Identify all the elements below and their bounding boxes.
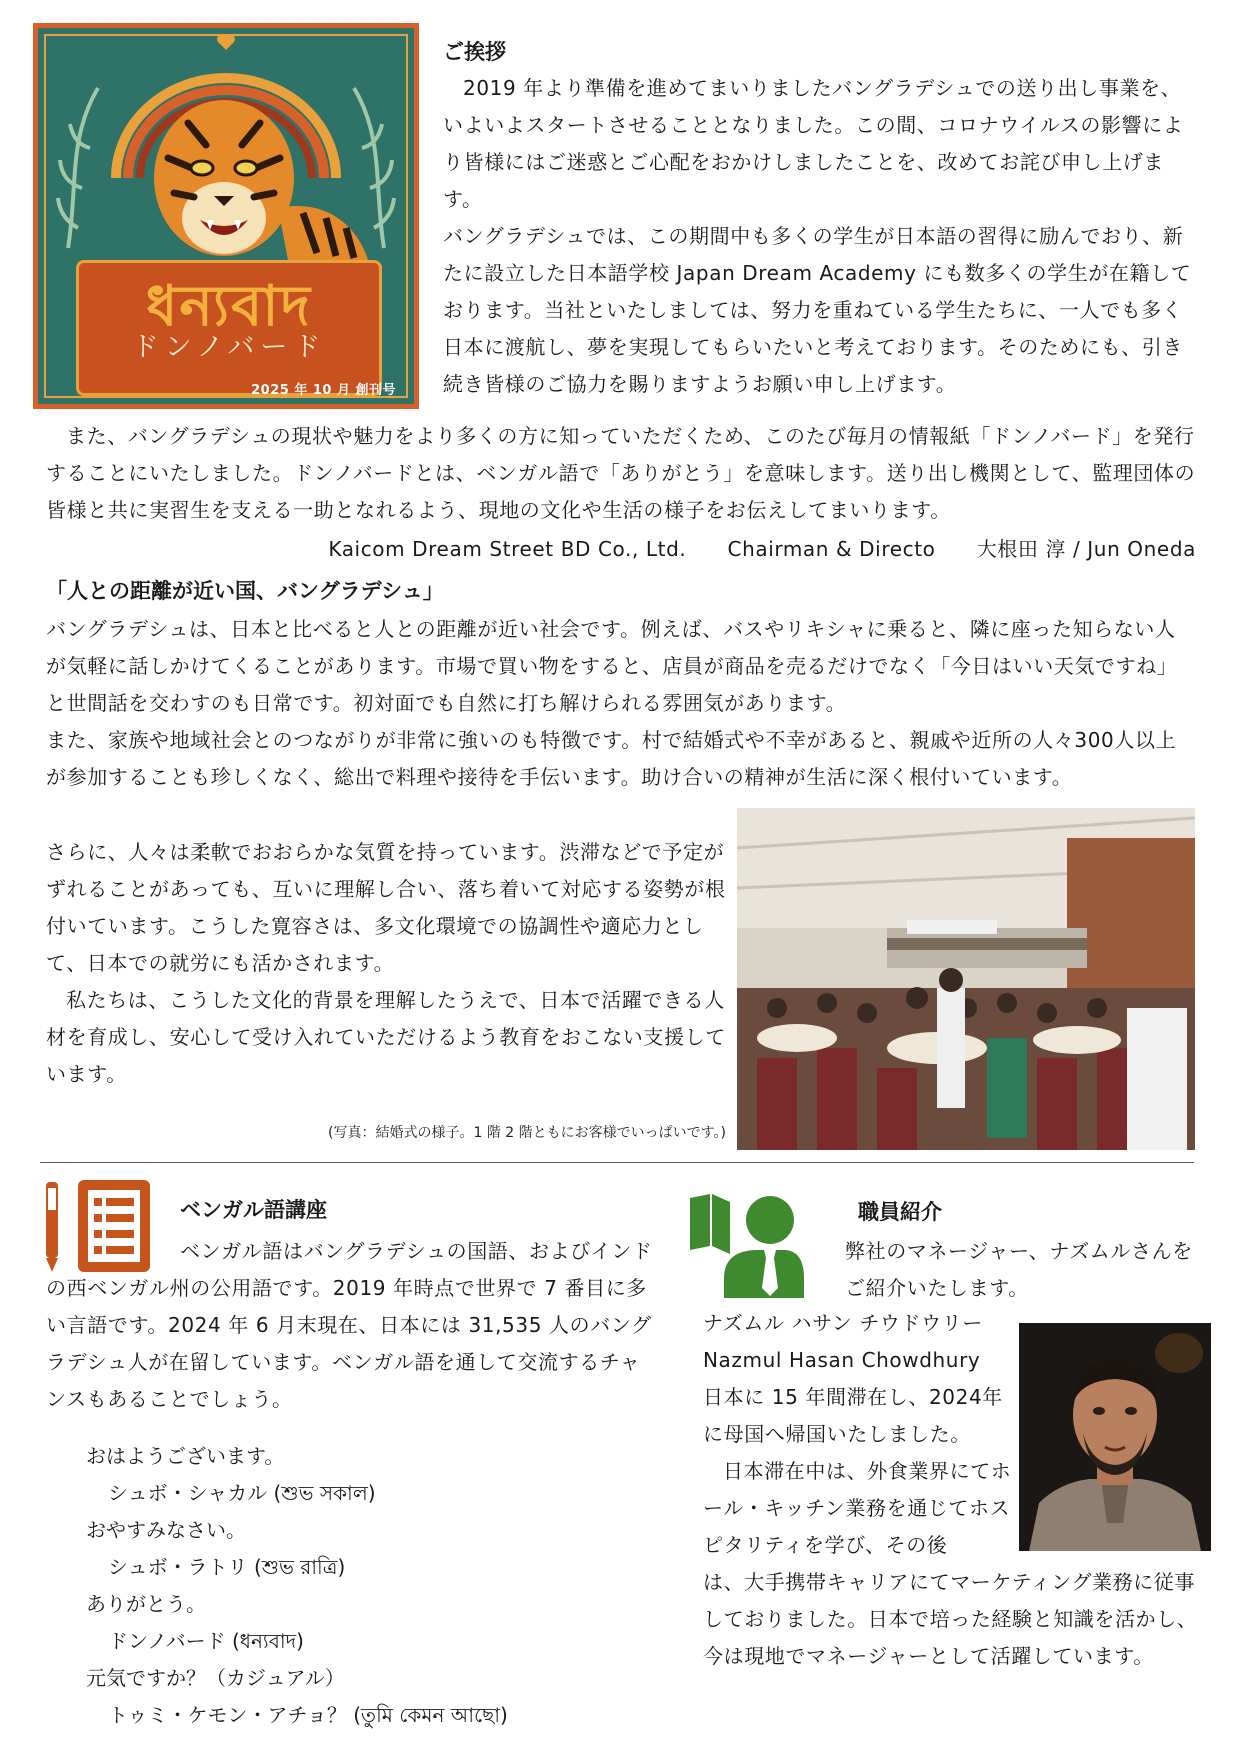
phrase-list <box>86 1438 656 1734</box>
bengali-course-intro: ベンガル語はバングラデシュの国語、およびインドの西ベンガル州の公用語です。2019 年時点で世界で 7 番目に多い言語です。2024 年 6 月末現在、日本には 31,535 人のバングラデシュ人が在留しています。ベンガル語を通して交流するチャンスもあることでしょう。 <box>46 1239 653 1411</box>
feature-paragraph-1: バングラデシュは、日本と比べると人との距離が近い社会です。例えば、バスやリキシャに乗ると、隣に座った知らない人が気軽に話しかけてくることがあります。市場で買い物をすると、店員が商品を売るだけでなく「今日はいい天気ですね」と世間話を交わすのも日常です。初対面でも自然に打ち解けられる雰囲気があります。 <box>46 617 1178 715</box>
greeting-paragraph-3: また、バングラデシュの現状や魅力をより多くの方に知っていただくため、このたび毎月の情報紙「ドンノバード」を発行することにいたしました。ドンノバードとは、ベンガル語で「ありがとう」を意味します。送り出し機関として、監理団体の皆様と共に実習生を支える一助となれるよう、現地の文化や生活の様子をお伝えしてまいります。 <box>46 424 1196 522</box>
bengali-course-heading: ベンガル語講座 <box>180 1198 327 1222</box>
masthead-logo <box>33 23 419 409</box>
issue-label: 2025 年 10 月 創刊号 <box>251 383 396 398</box>
section-divider <box>40 1162 1194 1163</box>
staff-icon <box>688 1192 804 1300</box>
staff-top <box>858 1196 1198 1226</box>
title-plate <box>76 260 382 396</box>
photo-caption: (写真：結婚式の様子。1 階 2 階ともにお客様でいっぱいです。) <box>328 1125 726 1141</box>
staff-paragraph-3: は、大手携帯キャリアにてマーケティング業務に従事しておりました。日本で培った経験と知識を活かし、今は現地でマネージャーとして活躍しています。 <box>703 1570 1198 1668</box>
bengali-course-body <box>46 1233 655 1418</box>
kana-title: ドンノバード <box>131 332 327 363</box>
greeting-continued <box>46 418 1196 568</box>
staff-paragraph-2: 日本滞在中は、外食業界にてホール・キッチン業務を通じてホスピタリティを学び、その後 <box>703 1459 1012 1557</box>
greeting-paragraph-2: バングラデシュでは、この期間中も多くの学生が日本語の習得に励んでおり、新たに設立した日本語学校 Japan Dream Academy にも数多くの学生が在籍しております。当社といたしましては、努力を重ねている学生たちに、一人でも多く日本に渡航し、夢を実現してもらいたいと考えております。そのためにも、引き続き皆様のご協力を賜りますようお願い申し上げます。 <box>443 224 1192 396</box>
feature-paragraph-2: また、家族や地域社会とのつながりが非常に強いのも特徴です。村で結婚式や不幸があると、親戚や近所の人々300人以上が参加することも珍しくなく、総出で料理や接待を手伝います。助け合いの精神が生活に深く根付いています。 <box>46 728 1177 789</box>
feature-paragraph-3: さらに、人々は柔軟でおおらかな気質を持っています。渋滞などで予定がずれることがあっても、互いに理解し合い、落ち着いて対応する姿勢が根付いています。こうした寛容さは、多文化環境での協調性や適応力として、日本での就労にも活かされます。 <box>46 840 726 975</box>
phrase-reading: トゥミ・ケモン・アチョ？ (তুমি কেমন আছো) <box>108 1703 508 1727</box>
phrase-reading: ドンノバード (ধন্যবাদ) <box>108 1629 304 1653</box>
staff-paragraph-1: 日本に 15 年間滞在し、2024年に母国へ帰国いたしました。 <box>703 1385 1003 1446</box>
wedding-photo <box>737 808 1195 1150</box>
phrase-reading: シュボ・ラトリ (শুভ রাত্রি) <box>108 1555 346 1579</box>
staff-name-en: Nazmul Hasan Chowdhury <box>703 1348 981 1372</box>
bengali-course-top <box>180 1194 655 1224</box>
feature-column <box>46 834 726 1093</box>
staff-portrait <box>1019 1323 1211 1551</box>
greeting-section <box>443 36 1195 403</box>
greeting-signature: Kaicom Dream Street BD Co., Ltd. Chairman & Directo 大根田 淳 / Jun Oneda <box>328 537 1196 561</box>
staff-name-kana: ナズムル ハサン チウドウリー <box>703 1311 983 1335</box>
staff-intro: 弊社のマネージャー、ナズムルさんをご紹介いたします。 <box>845 1239 1193 1300</box>
phrase-ja: ありがとう。 <box>86 1592 206 1616</box>
phrase-ja: おやすみなさい。 <box>86 1518 246 1542</box>
feature-heading: 「人との距離が近い国、バングラデシュ」 <box>46 579 444 603</box>
staff-bottom <box>703 1564 1200 1675</box>
phrase-ja: おはようございます。 <box>86 1444 285 1468</box>
feature-paragraph-4: 私たちは、こうした文化的背景を理解したうえで、日本で活躍できる人材を育成し、安心して受け入れていただけるよう教育をおこない支援しています。 <box>46 988 726 1086</box>
phrase-reading: シュボ・シャカル (শুভ সকাল) <box>108 1481 376 1505</box>
bengali-title: ধন্যবাদ <box>146 274 312 339</box>
feature-section <box>46 575 1196 796</box>
phrase-ja: 元気ですか？（カジュアル） <box>86 1666 345 1690</box>
greeting-paragraph-1: 2019 年より準備を進めてまいりましたバングラデシュでの送り出し事業を、いよいよスタートさせることとなりました。この間、コロナウイルスの影響により皆様にはご迷惑とご心配をおかけしましたことを、改めてお詫び申し上げます。 <box>443 76 1184 211</box>
staff-heading: 職員紹介 <box>858 1200 942 1224</box>
greeting-heading: ご挨拶 <box>443 40 506 64</box>
staff-side-column <box>703 1305 1013 1564</box>
staff-intro-block <box>845 1233 1200 1307</box>
